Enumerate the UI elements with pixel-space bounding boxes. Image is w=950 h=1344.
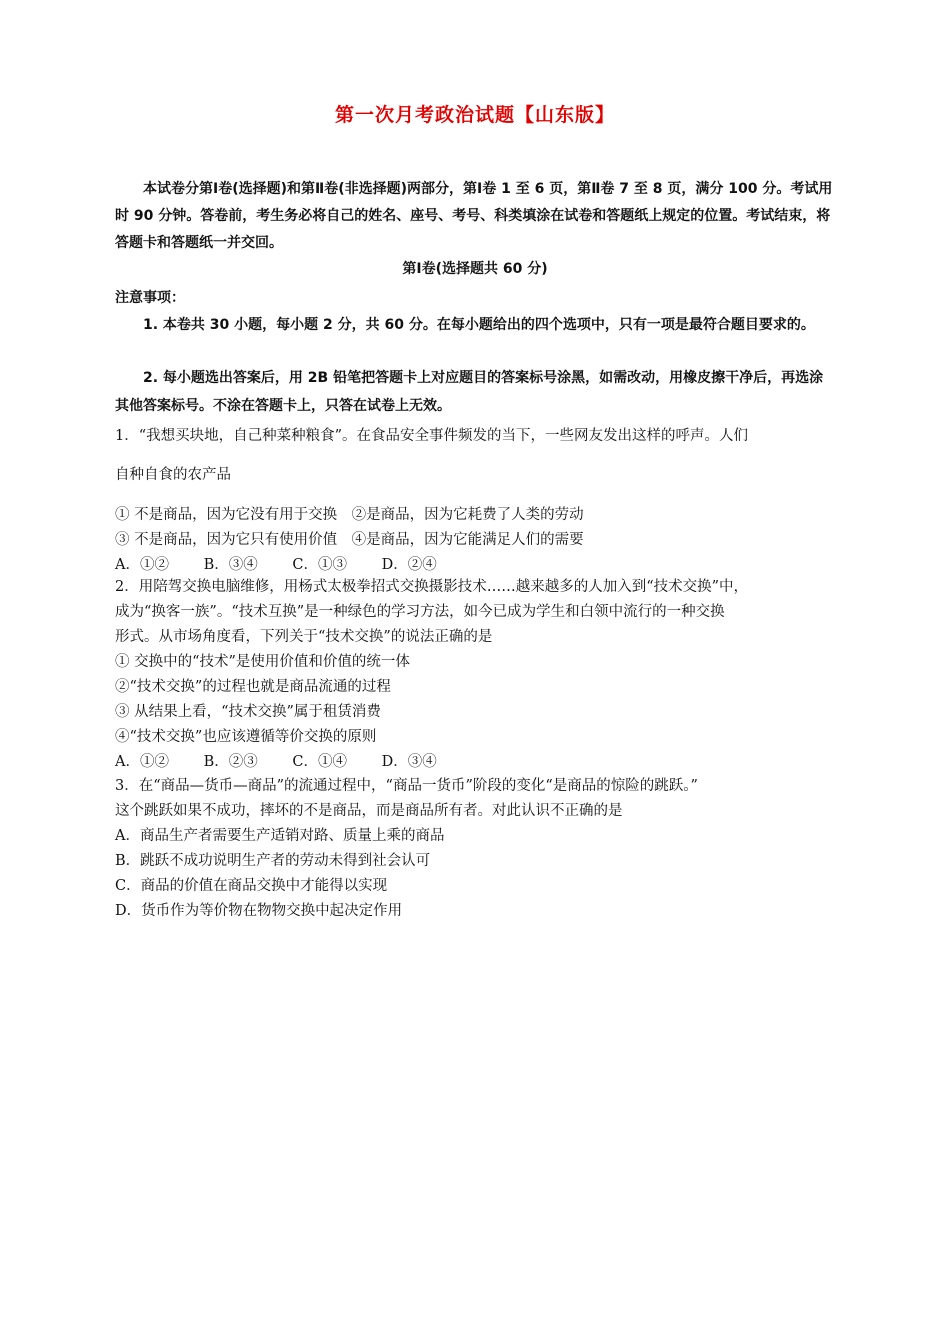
option-a: A．①② <box>115 754 169 770</box>
question-3-option-c: C．商品的价值在商品交换中才能得以实现 <box>115 878 388 894</box>
question-2 <box>115 575 845 775</box>
exam-instructions: 本试卷分第Ⅰ卷(选择题)和第Ⅱ卷(非选择题)两部分，第Ⅰ卷 1 至 6 页，第Ⅱ卷 7 至 8 页，满分 100 分。考试用时 90 分钟。答卷前，考生务必将自己的姓名、座号、考号、科类填涂在试卷和答题纸上规定的位置。考试结束，将答题卡和答题纸一并交回。 <box>115 181 833 251</box>
question-3-option-a: A．商品生产者需要生产适销对路、质量上乘的商品 <box>115 828 445 844</box>
option-d: D．②④ <box>381 557 437 573</box>
notice-label: 注意事项： <box>115 290 185 306</box>
section-heading: 第Ⅰ卷(选择题共 60 分) <box>402 261 548 277</box>
question-2-stem-cont: 成为“换客一族”。“技术互换”是一种绿色的学习方法，如今已成为学生和白领中流行的一种交换 <box>115 604 725 620</box>
question-1-statement-a: ① 不是商品，因为它没有用于交换 ②是商品，因为它耗费了人类的劳动 <box>115 507 584 523</box>
notice-item-2: 2. 每小题选出答案后，用 2B 铅笔把答题卡上对应题目的答案标号涂黑，如需改动，用橡皮擦干净后，再选涂其他答案标号。不涂在答题卡上，只答在试卷上无效。 <box>115 370 824 414</box>
question-2-statement-3: ③ 从结果上看，“技术交换”属于租赁消费 <box>115 704 381 720</box>
question-1-stem: 1．“我想买块地，自己种菜种粮食”。在食品安全事件频发的当下，一些网友发出这样的呼声。人们 <box>115 428 749 444</box>
option-b: B．②③ <box>203 754 258 770</box>
option-b: B．③④ <box>203 557 258 573</box>
option-a: A．①② <box>115 557 169 573</box>
question-3-stem-cont: 这个跳跃如果不成功，摔坏的不是商品，而是商品所有者。对此认识不正确的是 <box>115 803 623 819</box>
question-2-stem-cont: 形式。从市场角度看，下列关于“技术交换”的说法正确的是 <box>115 629 493 645</box>
option-d: D．③④ <box>381 754 437 770</box>
question-3 <box>115 774 845 924</box>
question-3-option-d: D．货币作为等价物在物物交换中起决定作用 <box>115 903 403 919</box>
question-2-statement-4: ④“技术交换”也应该遵循等价交换的原则 <box>115 729 377 745</box>
question-2-statement-1: ① 交换中的“技术”是使用价值和价值的统一体 <box>115 654 410 670</box>
question-1 <box>115 424 845 578</box>
question-1-statement-b: ③ 不是商品，因为它只有使用价值 ④是商品，因为它能满足人们的需要 <box>115 532 584 548</box>
page-title: 第一次月考政治试题【山东版】 <box>334 104 615 126</box>
question-1-stem-cont: 自种自食的农产品 <box>115 467 231 483</box>
question-3-option-b: B．跳跃不成功说明生产者的劳动未得到社会认可 <box>115 853 431 869</box>
question-3-stem: 3．在“商品—货币—商品”的流通过程中，“商品一货币”阶段的变化“是商品的惊险的跳跃。” <box>115 778 698 794</box>
question-2-stem: 2．用陪驾交换电脑维修，用杨式太极拳招式交换摄影技术……越来越多的人加入到“技术交换”中， <box>115 579 749 595</box>
question-2-statement-2: ②“技术交换”的过程也就是商品流通的过程 <box>115 679 391 695</box>
question-2-options <box>115 750 845 775</box>
option-c: C．①③ <box>292 557 347 573</box>
notice-item-1: 1. 本卷共 30 小题，每小题 2 分，共 60 分。在每小题给出的四个选项中，只有一项是最符合题目要求的。 <box>143 317 815 333</box>
option-c: C．①④ <box>292 754 347 770</box>
